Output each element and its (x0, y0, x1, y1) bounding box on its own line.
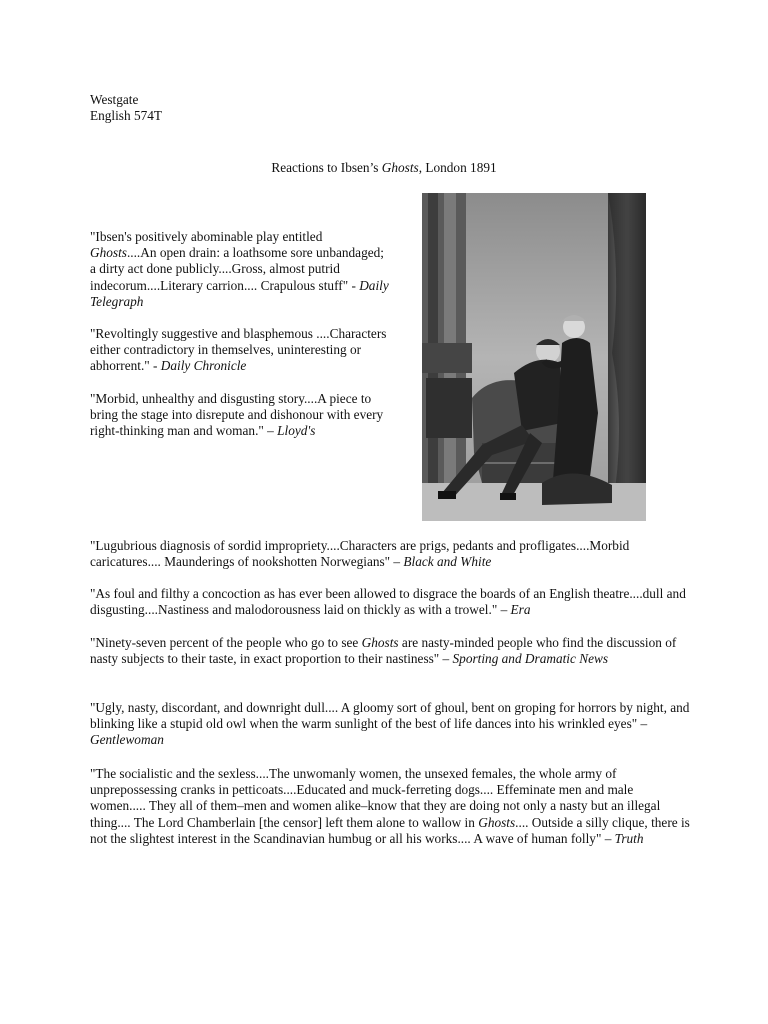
quote-daily-telegraph: "Ibsen's positively abominable play entitled Ghosts....An open drain: a loathsome sore unbandaged; a dirty act done publicly....Gross, almost putrid indecorum....Literary carrion.... Crapulous stuff" - Daily Telegraph (90, 229, 389, 309)
quote-truth: "The socialistic and the sexless....The unwomanly women, the unsexed females, the whole army of unprepossessing cranks in petticoats....Educated and muck-ferreting dogs.... Effeminate men and male women..... They all of them–men and women alike–know that they are doing not only a nasty but an illegal thing.... The Lord Chamberlain [the censor] left them alone to wallow in Ghosts.... Outside a silly clique, there is not the slightest interest in the Scandinavian humbug or all his works.... A wave of human folly" – Truth (90, 766, 690, 846)
title-before: Reactions to Ibsen’s (271, 160, 382, 175)
quote-black-and-white: "Lugubrious diagnosis of sordid impropriety....Characters are prigs, pedants and profligates....Morbid caricatures.... Maunderings of nookshotten Norwegians" – Black and White (90, 538, 630, 570)
quote-sporting-and-dramatic-news: "Ninety-seven percent of the people who go to see Ghosts are nasty-minded people who find the discussion of nasty subjects to their taste, in exact proportion to their nastiness" – Sporting and Dramatic News (90, 635, 677, 667)
title-play: Ghosts (381, 160, 419, 175)
quote-lloyds: "Morbid, unhealthy and disgusting story....A piece to bring the stage into disrepute and dishonour with every right-thinking man and woman." – Lloyd's (90, 391, 384, 439)
title-after: , London 1891 (418, 160, 497, 175)
author-name: Westgate (90, 92, 139, 107)
quote-daily-chronicle: "Revoltingly suggestive and blasphemous ....Characters either contradictory in themselves, uninteresting or abhorrent." - Daily Chronicle (90, 326, 387, 374)
document-header (90, 92, 162, 124)
course-name: English 574T (90, 108, 163, 124)
page-title (0, 160, 768, 176)
quote-gentlewoman: "Ugly, nasty, discordant, and downright dull.... A gloomy sort of ghoul, bent on groping for horrors by night, and blinking like a stupid old owl when the warm sunlight of the best of life dances into his wrinkled eyes" – Gentlewoman (90, 700, 690, 748)
quote-era: "As foul and filthy a concoction as has ever been allowed to disgrace the boards of an English theatre....dull and disgusting....Nastiness and malodorousness laid on thickly as with a trowel." – Era (90, 586, 686, 618)
couple-photo-illustration (422, 193, 646, 521)
archival-photograph (422, 193, 646, 521)
